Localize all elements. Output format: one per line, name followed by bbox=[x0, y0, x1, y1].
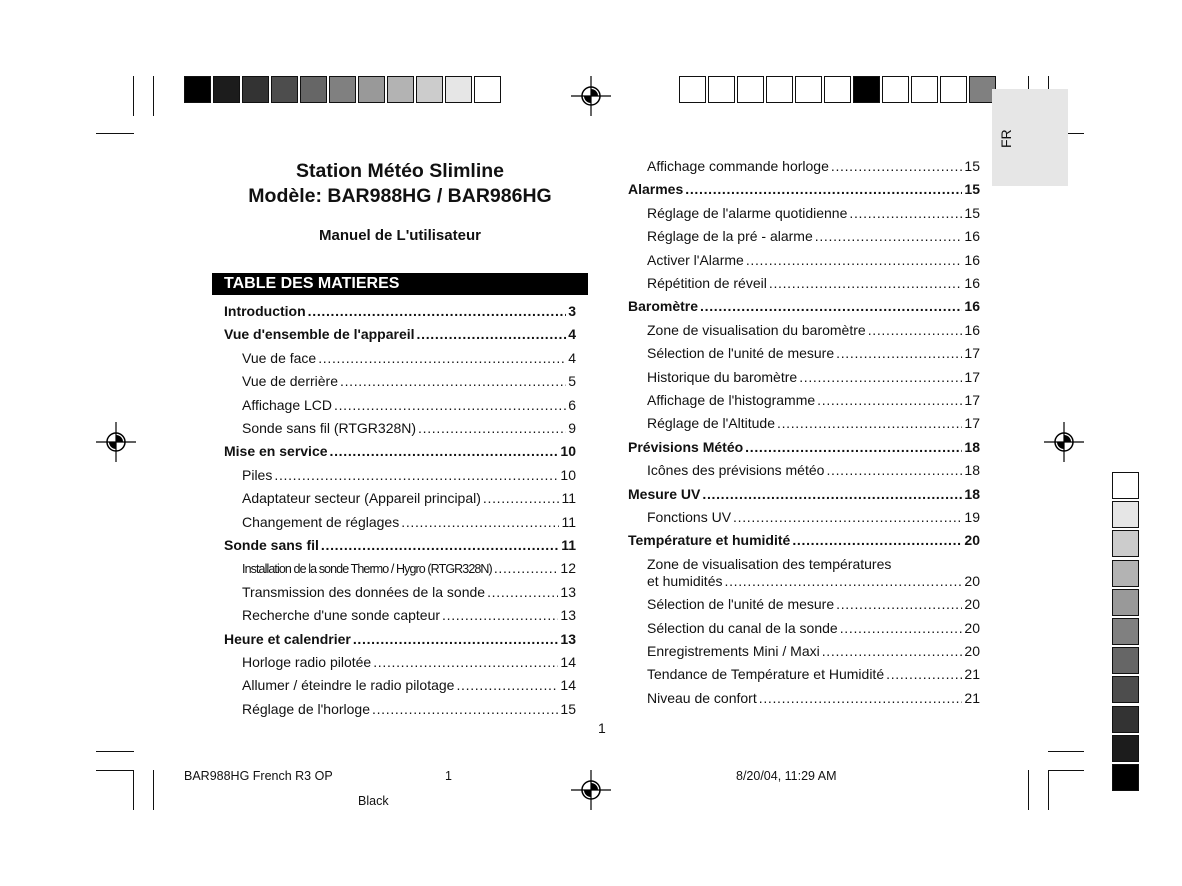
toc-leader bbox=[274, 467, 558, 483]
color-swatch bbox=[882, 76, 909, 103]
toc-entry-page: 17 bbox=[964, 345, 980, 362]
color-swatch bbox=[387, 76, 414, 103]
toc-entry-text: Enregistrements Mini / Maxi bbox=[647, 643, 820, 659]
toc-entry-page: 10 bbox=[560, 443, 576, 460]
toc-entry bbox=[628, 298, 980, 314]
toc-entry-page: 16 bbox=[964, 275, 980, 291]
toc-entry bbox=[242, 584, 576, 600]
toc-entry-text: Alarmes bbox=[628, 181, 684, 198]
toc-entry bbox=[242, 490, 576, 506]
toc-entry-text: Installation de la sonde Thermo / Hygro (RTGR328N) bbox=[242, 562, 492, 577]
toc-leader bbox=[330, 443, 559, 459]
toc-leader bbox=[442, 607, 558, 623]
toc-entry bbox=[647, 509, 980, 525]
toc-entry-text: Sonde sans fil bbox=[224, 537, 319, 553]
toc-entry-page: 18 bbox=[964, 438, 980, 455]
toc-entry-page: 9 bbox=[568, 420, 576, 436]
toc-entry-page: 15 bbox=[964, 181, 980, 198]
toc-entry bbox=[647, 690, 980, 706]
registration-mark-icon bbox=[571, 76, 611, 116]
toc-entry bbox=[647, 392, 980, 408]
color-swatch bbox=[300, 76, 327, 103]
toc-leader bbox=[321, 537, 559, 553]
toc-entry-page: 13 bbox=[560, 630, 576, 647]
toc-leader bbox=[815, 228, 963, 244]
toc-entry-page: 15 bbox=[964, 204, 980, 221]
toc-entry-page: 21 bbox=[964, 666, 980, 683]
color-swatch bbox=[474, 76, 501, 103]
toc-entry bbox=[628, 181, 980, 197]
toc-entry-page: 13 bbox=[560, 607, 576, 624]
toc-entry bbox=[647, 275, 980, 291]
toc-entry bbox=[647, 252, 980, 268]
toc-entry bbox=[647, 322, 980, 338]
toc-leader bbox=[817, 392, 962, 408]
toc-entry bbox=[647, 345, 980, 361]
toc-leader bbox=[849, 205, 962, 221]
toc-entry-page: 4 bbox=[568, 349, 576, 366]
toc-entry bbox=[647, 158, 980, 174]
toc-entry-text: Introduction bbox=[224, 303, 306, 319]
toc-entry-text: Répétition de réveil bbox=[647, 275, 767, 291]
toc-entry bbox=[242, 560, 576, 576]
toc-entry-page: 4 bbox=[568, 326, 576, 343]
toc-entry-page: 20 bbox=[964, 596, 980, 613]
toc-leader bbox=[417, 326, 567, 342]
toc-leader bbox=[334, 397, 566, 413]
toc-entry-page: 16 bbox=[964, 228, 980, 245]
toc-entry-text: Tendance de Température et Humidité bbox=[647, 666, 885, 683]
toc-entry-text: Sélection de l'unité de mesure bbox=[647, 596, 835, 613]
toc-leader bbox=[340, 373, 566, 389]
toc-entry-page: 14 bbox=[560, 677, 576, 694]
color-swatch bbox=[184, 76, 211, 103]
footer-timestamp: 8/20/04, 11:29 AM bbox=[736, 769, 837, 783]
toc-entry-page: 12 bbox=[560, 560, 576, 577]
toc-leader bbox=[831, 158, 963, 174]
toc-leader bbox=[746, 252, 963, 268]
toc-entry-text: Affichage de l'histogramme bbox=[647, 392, 816, 408]
toc-entry-page: 20 bbox=[964, 619, 980, 636]
toc-entry bbox=[647, 462, 980, 478]
color-swatch bbox=[416, 76, 443, 103]
toc-entry-page: 20 bbox=[964, 532, 980, 549]
color-swatch bbox=[1112, 501, 1139, 528]
toc-entry-text: Transmission des données de la sonde bbox=[242, 583, 486, 600]
toc-entry-page: 18 bbox=[964, 485, 980, 502]
color-swatch bbox=[1112, 706, 1139, 733]
toc-entry-page: 16 bbox=[964, 321, 980, 338]
toc-entry bbox=[628, 439, 980, 455]
toc-leader bbox=[799, 369, 962, 385]
toc-entry-text: Réglage de l'alarme quotidienne bbox=[647, 204, 848, 221]
toc-entry bbox=[242, 350, 576, 366]
toc-leader bbox=[733, 509, 962, 525]
color-swatch bbox=[445, 76, 472, 103]
toc-entry-text: Affichage commande horloge bbox=[647, 158, 829, 174]
toc-leader bbox=[318, 350, 566, 366]
toc-leader bbox=[826, 462, 962, 478]
color-swatch bbox=[679, 76, 706, 103]
toc-leader bbox=[373, 654, 558, 670]
toc-entry-text: Mesure UV bbox=[628, 485, 701, 502]
toc-entry bbox=[647, 205, 980, 221]
toc-entry-text: Recherche d'une sonde capteur bbox=[242, 607, 441, 624]
registration-mark-icon bbox=[571, 770, 611, 810]
toc-entry-page: 16 bbox=[964, 251, 980, 268]
color-swatch bbox=[853, 76, 880, 103]
toc-entry-text: Piles bbox=[242, 466, 273, 483]
color-swatch bbox=[1112, 764, 1139, 791]
toc-heading: TABLE DES MATIERES bbox=[212, 273, 588, 295]
page-title: Station Météo Slimline bbox=[295, 160, 505, 182]
toc-entry-page: 3 bbox=[568, 303, 576, 319]
toc-leader bbox=[886, 666, 962, 682]
toc-leader bbox=[777, 415, 962, 431]
toc-entry-page: 17 bbox=[964, 392, 980, 408]
color-swatch bbox=[940, 76, 967, 103]
toc-entry-page: 20 bbox=[964, 572, 980, 589]
toc-entry-page: 11 bbox=[561, 513, 576, 530]
toc-leader bbox=[685, 181, 962, 197]
color-swatch bbox=[1112, 472, 1139, 499]
toc-entry bbox=[224, 443, 576, 459]
toc-entry bbox=[242, 677, 576, 693]
color-swatch bbox=[737, 76, 764, 103]
toc-entry-text: et humidités bbox=[647, 572, 723, 589]
language-tab-label: FR bbox=[998, 129, 1014, 148]
toc-entry bbox=[224, 303, 576, 319]
toc-entry bbox=[242, 654, 576, 670]
color-swatch bbox=[1112, 676, 1139, 703]
toc-entry-text: Vue de derrière bbox=[242, 373, 338, 390]
color-swatch bbox=[911, 76, 938, 103]
toc-entry-page: 16 bbox=[964, 298, 980, 315]
toc-entry bbox=[242, 467, 576, 483]
toc-entry-text: Zone de visualisation des températures bbox=[647, 555, 892, 572]
color-swatch bbox=[329, 76, 356, 103]
toc-entry-page: 10 bbox=[560, 466, 576, 483]
color-swatch bbox=[708, 76, 735, 103]
toc-entry bbox=[647, 596, 980, 612]
toc-leader bbox=[724, 573, 962, 589]
toc-entry bbox=[647, 643, 980, 659]
toc-entry-page: 11 bbox=[561, 537, 576, 553]
toc-entry-text: Réglage de l'Altitude bbox=[647, 415, 775, 432]
color-swatch bbox=[1112, 735, 1139, 762]
toc-entry-text: Niveau de confort bbox=[647, 689, 757, 706]
toc-leader bbox=[487, 584, 558, 600]
toc-entry bbox=[647, 369, 980, 385]
toc-leader bbox=[372, 701, 558, 717]
toc-entry-text: Sélection du canal de la sonde bbox=[647, 619, 838, 636]
toc-entry-text: Horloge radio pilotée bbox=[242, 654, 372, 670]
color-swatch bbox=[358, 76, 385, 103]
manual-subtitle: Manuel de L'utilisateur bbox=[319, 227, 481, 244]
toc-leader bbox=[822, 643, 963, 659]
toc-entry-text: Réglage de l'horloge bbox=[242, 700, 370, 717]
toc-entry-text: Allumer / éteindre le radio pilotage bbox=[242, 677, 455, 694]
toc-entry-text: Heure et calendrier bbox=[224, 630, 351, 647]
toc-entry bbox=[647, 666, 980, 682]
toc-leader bbox=[836, 345, 962, 361]
color-swatch bbox=[242, 76, 269, 103]
toc-leader bbox=[418, 420, 566, 436]
toc-entry-page: 18 bbox=[964, 462, 980, 479]
toc-entry bbox=[242, 420, 576, 436]
toc-entry-text: Fonctions UV bbox=[647, 509, 732, 525]
color-swatch bbox=[824, 76, 851, 103]
toc-entry bbox=[242, 701, 576, 717]
toc-entry bbox=[647, 415, 980, 431]
toc-entry-text: Réglage de la pré - alarme bbox=[647, 228, 813, 245]
toc-entry-page: 21 bbox=[964, 689, 980, 706]
registration-mark-icon bbox=[1044, 422, 1084, 462]
toc-entry bbox=[647, 573, 980, 589]
toc-entry-page: 15 bbox=[964, 158, 980, 174]
toc-entry-page: 6 bbox=[568, 396, 576, 413]
toc-entry-page: 20 bbox=[964, 643, 980, 659]
toc-entry bbox=[242, 373, 576, 389]
toc-leader bbox=[456, 677, 558, 693]
color-swatch bbox=[766, 76, 793, 103]
toc-entry-text: Activer l'Alarme bbox=[647, 251, 744, 268]
color-swatch bbox=[1112, 560, 1139, 587]
toc-entry bbox=[628, 486, 980, 502]
toc-entry-text: Baromètre bbox=[628, 298, 699, 315]
toc-entry-page: 13 bbox=[560, 583, 576, 600]
color-swatch bbox=[1112, 589, 1139, 616]
toc-entry-text: Mise en service bbox=[224, 443, 328, 460]
toc-entry-page: 17 bbox=[964, 415, 980, 432]
toc-entry-page: 5 bbox=[568, 373, 576, 390]
toc-entry-text: Vue de face bbox=[242, 349, 317, 366]
toc-entry bbox=[224, 631, 576, 647]
color-swatch bbox=[1112, 647, 1139, 674]
page-number: 1 bbox=[598, 720, 606, 736]
footer-plate: Black bbox=[358, 794, 389, 808]
toc-leader bbox=[401, 514, 559, 530]
toc-entry-page: 11 bbox=[561, 490, 576, 507]
toc-entry-text: Vue d'ensemble de l'appareil bbox=[224, 326, 415, 343]
toc-entry-text: Changement de réglages bbox=[242, 513, 400, 530]
toc-leader bbox=[840, 620, 963, 636]
toc-leader bbox=[494, 560, 559, 576]
toc-leader bbox=[700, 298, 962, 314]
toc-entry-page: 14 bbox=[560, 654, 576, 670]
toc-entry-page: 15 bbox=[560, 700, 576, 717]
toc-entry-text: Affichage LCD bbox=[242, 396, 333, 413]
toc-entry-text: Prévisions Météo bbox=[628, 438, 744, 455]
toc-leader bbox=[745, 439, 962, 455]
toc-entry-text: Sélection de l'unité de mesure bbox=[647, 345, 835, 362]
color-swatch bbox=[1112, 530, 1139, 557]
toc-leader bbox=[769, 275, 963, 291]
toc-entry bbox=[242, 514, 576, 530]
toc-entry-page: 19 bbox=[964, 509, 980, 525]
toc-entry-text: Adaptateur secteur (Appareil principal) bbox=[242, 490, 481, 507]
color-swatch bbox=[1112, 618, 1139, 645]
toc-leader bbox=[759, 690, 963, 706]
toc-leader bbox=[836, 596, 962, 612]
toc-entry-page: 17 bbox=[964, 368, 980, 385]
color-swatch bbox=[795, 76, 822, 103]
color-swatch bbox=[271, 76, 298, 103]
toc-entry bbox=[647, 228, 980, 244]
toc-leader bbox=[483, 490, 560, 506]
registration-mark-icon bbox=[96, 422, 136, 462]
toc-entry-text: Sonde sans fil (RTGR328N) bbox=[242, 420, 417, 436]
toc-leader bbox=[868, 322, 963, 338]
toc-entry bbox=[647, 620, 980, 636]
toc-entry-text: Historique du baromètre bbox=[647, 368, 798, 385]
toc-leader bbox=[353, 631, 559, 647]
footer-page: 1 bbox=[445, 769, 452, 783]
toc-entry-text: Icônes des prévisions météo bbox=[647, 462, 825, 479]
toc-entry bbox=[224, 326, 576, 342]
toc-leader bbox=[702, 486, 962, 502]
toc-entry bbox=[224, 537, 576, 553]
footer-doc-name: BAR988HG French R3 OP bbox=[184, 769, 333, 783]
toc-leader bbox=[792, 532, 962, 548]
color-swatch bbox=[213, 76, 240, 103]
toc-entry-text: Température et humidité bbox=[628, 532, 791, 549]
model-title: Modèle: BAR988HG / BAR986HG bbox=[248, 185, 552, 207]
toc-entry-text: Zone de visualisation du baromètre bbox=[647, 321, 866, 338]
toc-entry bbox=[242, 607, 576, 623]
toc-leader bbox=[308, 303, 567, 319]
toc-entry bbox=[242, 397, 576, 413]
toc-entry bbox=[628, 532, 980, 548]
